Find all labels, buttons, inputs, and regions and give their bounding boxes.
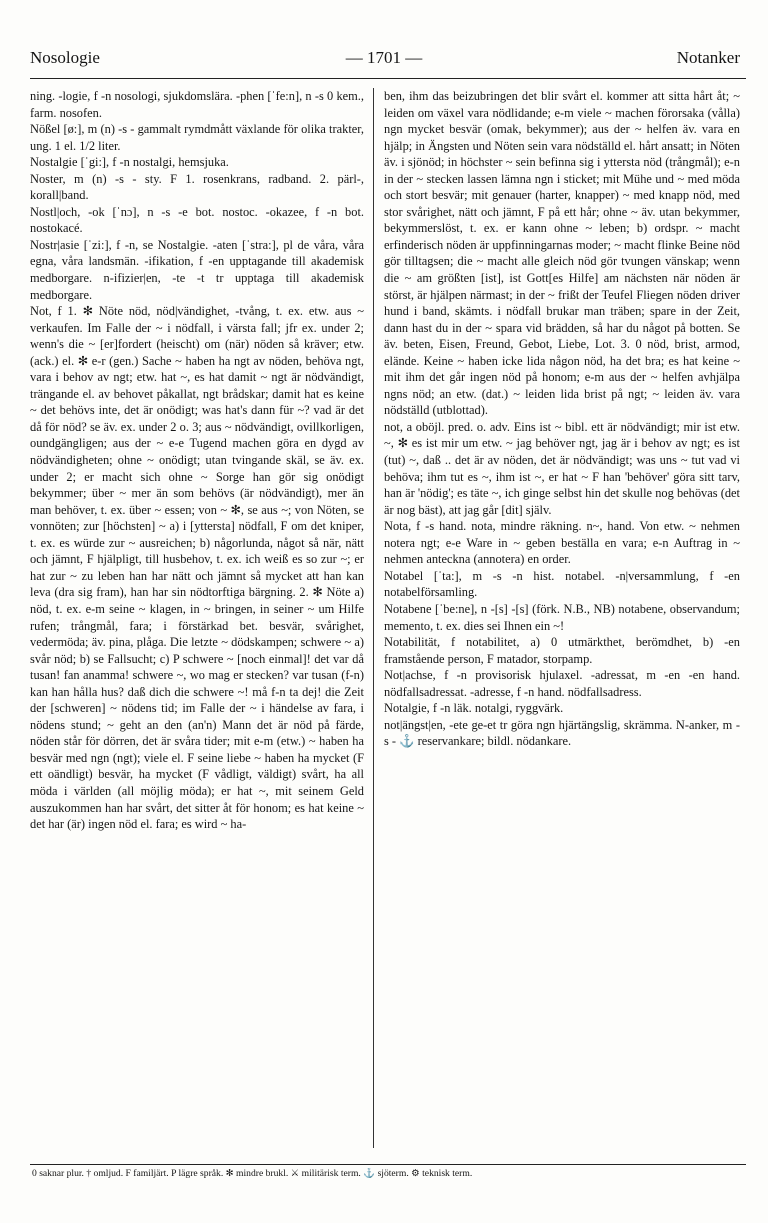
entry-paragraph: Nostl|och, -ok [ˈnɔ], n -s -e bot. nostoc. -okazee, f -n bot. nostokacé. [30, 204, 364, 236]
entry-paragraph: Noster, m (n) -s - sty. F 1. rosenkrans, radband. 2. pärl-, korall|band. [30, 171, 364, 203]
entry-paragraph: ben, ihm das beizubringen det blir svårt el. kommer att sitta hårt åt; ~ leiden om växel vara nödlidande; e-m viele ~ machen förorsaka (vålla) ngn mycket besvär (omak, bekymmer); aus der ~ helfen äv. vara en hjälp; in Ängsten und Nöten sein vara nödställd el. hårt ansatt; in Nöten äv. i sjönöd; in höchster ~ sein befinna sig i yttersta nöd (trångmål); e-n in der ~ stecken lassen lämna ngn i sticket; mit Mühe und ~ med möda och stort besvär; mit genauer (harter, knapper) ~ med knapp nöd, med stor svårighet, nätt och jämnt, F på ett hår; ohne ~ äv. utan bekymmer, bekymmerslöst, t. ex. er kann ohne ~ leben; b) ordspr. ~ macht erfinderisch nöden är uppfinningarnas moder; ~ macht flinke Beine nöd gör tilltagsen; die ~ macht alle gleich nöd gör tvungen vänskap; wenn die ~ am größten [ist], ist Gott[es Hilfe] am nächsten när nöden är störst, är hjälpen närmast; in der ~ frißt der Teufel Fliegen nöden driver hund i band, skämts. i nödfall brukar man träben; spare in der Zeit, dann hast du in der ~ spara vid brädden, så har du något på botten. Se äv. beten, Eisen, Freund, Gebot, Liebe, Lot. 3. 0 nöd, brist, armod, elände. Keine ~ haben icke lida någon nöd, ha det bra; es hat keine ~ mit ihm det går ingen nöd på honom; e-m aus der ~ helfen avhjälpa ngns nöd; an etw. (dat.) ~ leiden lida brist på ngt; ~ leiden äv. vara nödställd (utblottad). [384, 89, 740, 418]
page-number: — 1701 — [345, 48, 423, 67]
left-guide-word: Nosologie [30, 48, 100, 67]
entry-paragraph: Not, f 1. ✻ Nöte nöd, nöd|vändighet, -tvång, t. ex. etw. aus ~ verkaufen. Im Falle der ~ i nödfall, i värsta fall; jfr ex. under 2; wenn's die ~ [er]fordert (heischt) om (när) nöden så kräver; etw. (ack.) el. ✻ e-r (gen.) Sache ~ haben ha ngt av nöden, behöva ngt, vara i behov av ngt; etw. hat ~, es hat damit ~ ngt är nödvändigt, trängande el. av behovet påkallat, ngt brådskar; damit hat es keine ~ det behövs inte, det är onödigt; was hat's dann für ~? vad är det då för nöd? se äv. ex. under 2 o. 3; aus ~ nödvändigt, ovillkorligen, oundgängligen; aus der ~ e-e Tugend machen göra en dygd av nödvändigheten; ohne ~ onödigt; utan tvingande skäl, se äv. ex. under 2; er macht sich ohne ~ Sorge han gör sig onödigt bekymmer; über ~ mer än som behövs (är nödvändigt), mer än man behöver, t. ex. über ~ essen; von ~ ✻, se aus ~; von Nöten, se vonnöten; zur [höchsten] ~ a) i [yttersta] nödfall, F om det kniper, t. ex. es würde zur ~ ausreichen; b) någorlunda, något så när, nätt och jämnt, F hjälpligt, till husbehov, t. ex. ich weiß es so zur ~; er hat zur ~ zu leben han har nätt och jämnt så mycket att han kan leva (dra sig fram), han har sin nödtorftiga bärgning. 2. ✻ Nöte a) nöd, t. ex. e-m seine ~ klagen, in ~ bringen, in seiner ~ um Hilfe rufen; trångmål, fara; i förstärkad bet. besvär, svårighet, vedermöda; äv. pina, plåga. Die letzte ~ dödskampen; schwere ~ a) svår nöd; b) se Fallsucht; c) P schwere ~ [noch einmal]! det var då tusan! fan anamma! schwere ~, wo mag er stecken? var tusan (f-n) kan han hålla hus? daß dich die schwere ~! må f-n ta dej! die Zeit der [schweren] ~ nödens tid; im Falle der ~ i händelse av fara, i nödens stund; ~ geht an den (an'n) Mann det är nöd på färde, nöden står för dörren, det är svåra tider; mit e-m (etw.) ~ haben ha besvär med ngn (ngt); viele el. F seine liebe ~ haben ha mycket (F ett oändligt) besvär, ha mycket (F vådligt, väldigt) svårt, ha all möda i världen (all möjlig möda); er hat ~, mit seinem Geld auszukommen han har svårt, det sitter åt för honom; es hat keine ~ det har (är) ingen nöd el. fara; es wird ~ ha- [30, 304, 364, 832]
right-column [384, 88, 740, 1158]
entry-paragraph: Notalgie, f -n läk. notalgi, ryggvärk. [384, 701, 564, 716]
entry-paragraph: ning. -logie, f -n nosologi, sjukdomslära. -phen [ˈfe:n], n -s 0 kem., farm. nosofen. [30, 89, 364, 120]
entry-paragraph: Nößel [ø:], m (n) -s - gammalt rymdmått växlande för olika trakter, ung. 1 el. 1/2 liter. [30, 122, 364, 153]
entry-paragraph: Nota, f -s hand. nota, mindre räkning. n~, hand. Von etw. ~ nehmen notera ngt; e-e Ware in ~ geben beställa en vara; e-n Auftrag in ~ nehmen anteckna (annotera) en order. [384, 519, 740, 567]
entry-paragraph: not|ängst|en, -ete ge-et tr göra ngn hjärtängslig, skrämma. N-anker, m -s - ⚓ reservankare; bildl. nödankare. [384, 717, 740, 749]
entry-paragraph: Nostalgie [ˈgi:], f -n nostalgi, hemsjuka. [30, 155, 229, 170]
right-guide-word: Notanker [676, 48, 740, 67]
entry-paragraph: Notabilität, f notabilitet, a) 0 utmärkthet, berömdhet, b) -en framstående person, F matador, storpamp. [384, 635, 740, 666]
abbreviation-legend: 0 saknar plur. † omljud. F familjärt. P lägre språk. ✻ mindre brukl. ⚔ militärisk term. ⚓ sjöterm. ⚙ teknisk term. [32, 1168, 473, 1179]
entry-paragraph: not, a oböjl. pred. o. adv. Eins ist ~ bibl. ett är nödvändigt; mir ist etw. ~, ✻ es ist mir um etw. ~ jag behöver ngt, jag är i behov av ngt; es ist (tut) ~, daß .. det är av nöden, det är nödvändigt; was uns ~ tut vad vi behöva; ihm tut es ~, ihm ist ~, er hat ~ F han 'behöver' göra sitt tarv, han är 'nödig'; es täte ~, ich ginge selbst hin det skulle nog behövas (det är nog bäst), att jag går [dit] själv. [384, 419, 740, 517]
column-divider [373, 88, 374, 1148]
page-header [22, 38, 746, 72]
entry-paragraph: Notabene [ˈbe:ne], n -[s] -[s] (förk. N.B., NB) notabene, observandum; memento, t. ex. dies sei Ihnen ein ~! [384, 601, 740, 633]
entry-paragraph: Nostr|asie [ˈzi:], f -n, se Nostalgie. -aten [ˈstra:], pl de våra, våra egna, våra landsmän. -ifikation, f -en upptagande till akademisk medborgare. n-ifizier|en, -te -t tr upptaga till akademisk medborgare. [30, 237, 364, 302]
left-column [30, 88, 364, 1158]
header-rule [30, 78, 746, 79]
entry-paragraph: Not|achse, f -n provisorisk hjulaxel. -adressat, m -en -en hand. nödfallsadressat. -adresse, f -n hand. nödfallsadress. [384, 668, 740, 699]
footer-rule [30, 1164, 746, 1165]
entry-paragraph: Notabel [ˈta:], m -s -n hist. notabel. -n|versammlung, f -en notabelförsamling. [384, 568, 740, 600]
